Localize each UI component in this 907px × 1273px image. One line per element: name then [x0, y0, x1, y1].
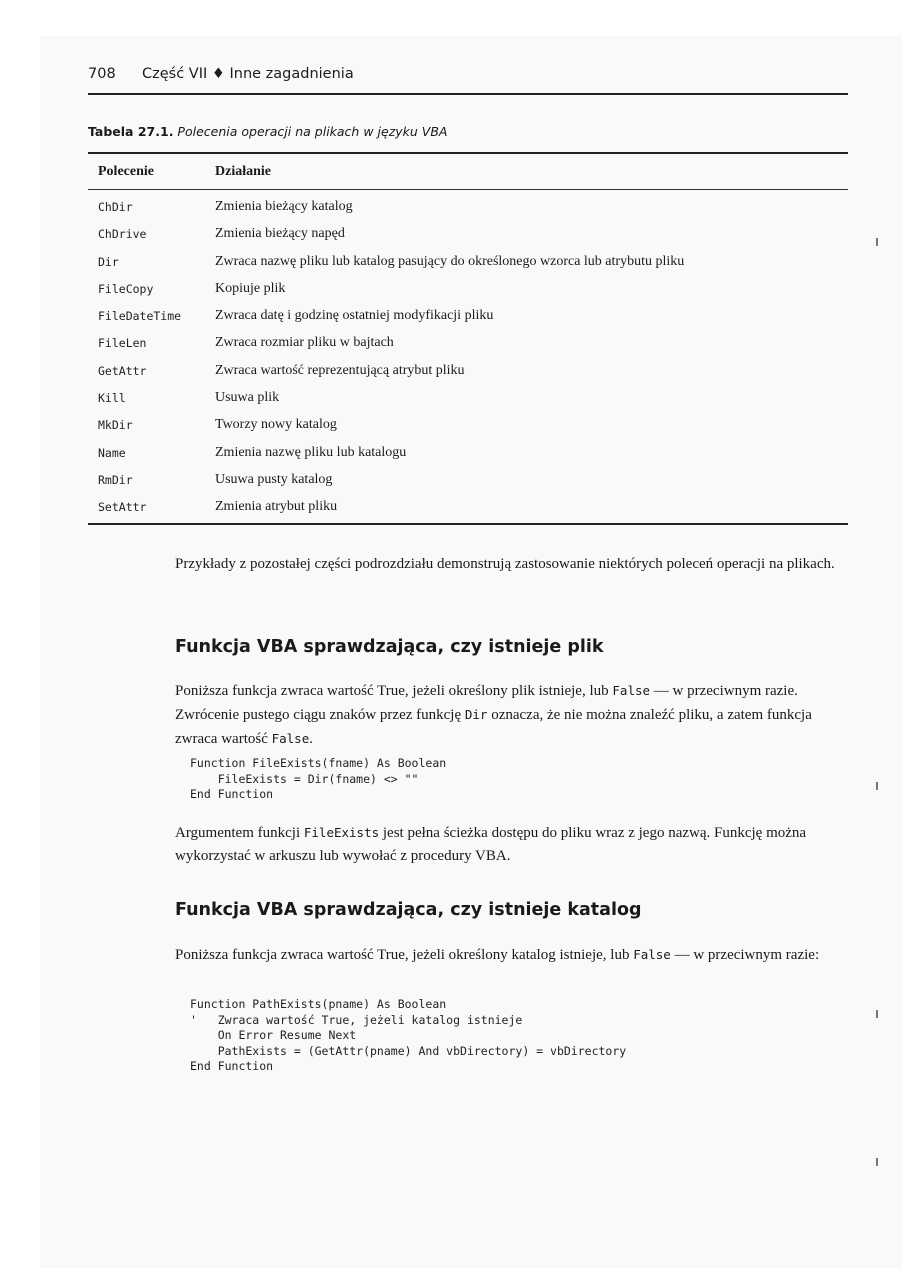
intro-paragraph: Przykłady z pozostałej części podrozdziału demonstrują zastosowanie niektórych poleceń operacji na plikach.	[175, 556, 835, 572]
command-cell: FileLen	[98, 336, 147, 351]
table-row	[88, 304, 848, 331]
section1-paragraph-2	[175, 821, 847, 868]
text-run: .	[309, 731, 313, 747]
table-row	[88, 386, 848, 413]
code-line: End Function	[190, 787, 274, 801]
command-cell: Name	[98, 445, 126, 460]
page-number: 708	[88, 66, 116, 82]
description-cell: Usuwa pusty katalog	[215, 471, 333, 487]
section1-paragraph	[175, 679, 847, 751]
table-row	[88, 413, 848, 440]
inline-code: False	[633, 947, 671, 962]
section2-paragraph	[175, 943, 847, 967]
command-cell: ChDrive	[98, 227, 147, 242]
command-cell: ChDir	[98, 200, 133, 214]
table-row	[88, 222, 848, 249]
scan-mark	[876, 1010, 878, 1018]
section-heading-path-exists: Funkcja VBA sprawdzająca, czy istnieje katalog	[175, 900, 642, 920]
code-line: Function PathExists(pname) As Boolean	[190, 997, 447, 1011]
description-cell: Zwraca datę i godzinę ostatniej modyfikacji pliku	[215, 308, 494, 324]
table-row	[88, 195, 848, 222]
table-row	[88, 277, 848, 304]
code-line: ' Zwraca wartość True, jeżeli katalog istnieje	[190, 1012, 523, 1027]
inline-code: FileExists	[303, 825, 380, 840]
description-cell: Usuwa plik	[215, 390, 280, 406]
scan-mark	[876, 1158, 878, 1166]
inline-code: False	[612, 683, 651, 698]
scan-mark	[876, 782, 878, 790]
column-header-action: Działanie	[215, 164, 271, 179]
command-cell: FileCopy	[98, 281, 154, 296]
text-run: — w przeciwnym razie. Zwrócenie pustego ciągu znaków przez funkcję	[175, 683, 798, 723]
text-run: jest pełna ścieżka dostępu do pliku wraz z jego nazwą. Funkcję można wykorzystać w arkuszu lub wywołać z procedury VBA.	[175, 825, 807, 864]
text-run: Argumentem funkcji	[175, 825, 304, 841]
table-caption	[88, 124, 848, 139]
inline-code: Dir	[464, 707, 488, 722]
description-cell: Tworzy nowy katalog	[215, 417, 337, 433]
running-title: Część VII ♦ Inne zagadnienia	[142, 66, 354, 82]
table-row	[88, 331, 848, 358]
command-cell: Dir	[98, 254, 119, 269]
table-row	[88, 468, 848, 495]
description-cell: Zmienia bieżący napęd	[215, 226, 345, 242]
command-cell: Kill	[98, 391, 126, 406]
code-line: PathExists = (GetAttr(pname) And vbDirectory) = vbDirectory	[190, 1043, 627, 1058]
table-row	[88, 250, 848, 277]
code-line: FileExists = Dir(fname) <> ""	[190, 771, 419, 786]
table-body	[88, 195, 848, 523]
description-cell: Zwraca rozmiar pliku w bajtach	[215, 335, 394, 351]
command-cell: FileDateTime	[98, 309, 182, 324]
table-caption-label: Tabela 27.1.	[88, 124, 174, 139]
column-header-command: Polecenie	[98, 164, 154, 179]
table-row	[88, 495, 848, 522]
description-cell: Zmienia atrybut pliku	[215, 499, 338, 515]
code-line: Function FileExists(fname) As Boolean	[190, 756, 447, 770]
header-rule	[88, 93, 848, 95]
table-row	[88, 359, 848, 386]
description-cell: Zwraca nazwę pliku lub katalog pasujący do określonego wzorca lub atrybutu pliku	[215, 253, 685, 269]
table-bottom-rule	[88, 523, 848, 525]
table-top-rule	[88, 152, 848, 154]
code-line: End Function	[190, 1059, 274, 1073]
text-run: oznacza, że nie można znaleźć pliku, a zatem funkcja zwraca wartość	[175, 707, 812, 747]
code-line: On Error Resume Next	[190, 1028, 357, 1042]
description-cell: Zmienia nazwę pliku lub katalogu	[215, 444, 407, 460]
table-header-rule	[88, 189, 848, 190]
text-run: — w przeciwnym razie:	[670, 947, 820, 963]
code-block-path-exists	[190, 997, 626, 1075]
command-cell: GetAttr	[98, 363, 147, 378]
table-caption-text: Polecenia operacji na plikach w języku VBA	[177, 124, 448, 139]
table-row	[88, 441, 848, 468]
scan-mark	[876, 238, 878, 246]
command-cell: SetAttr	[98, 500, 147, 515]
command-cell: RmDir	[98, 472, 133, 487]
description-cell: Zmienia bieżący katalog	[215, 199, 353, 214]
text-run: Poniższa funkcja zwraca wartość True, jeżeli określony plik istnieje, lub	[175, 683, 613, 699]
code-block-file-exists	[190, 756, 446, 803]
command-cell: MkDir	[98, 418, 133, 433]
description-cell: Zwraca wartość reprezentującą atrybut pliku	[215, 362, 465, 378]
inline-code: False	[271, 731, 310, 746]
section-heading-file-exists: Funkcja VBA sprawdzająca, czy istnieje plik	[175, 637, 604, 657]
description-cell: Kopiuje plik	[215, 280, 286, 296]
text-run: Poniższa funkcja zwraca wartość True, jeżeli określony katalog istnieje, lub	[175, 947, 634, 963]
